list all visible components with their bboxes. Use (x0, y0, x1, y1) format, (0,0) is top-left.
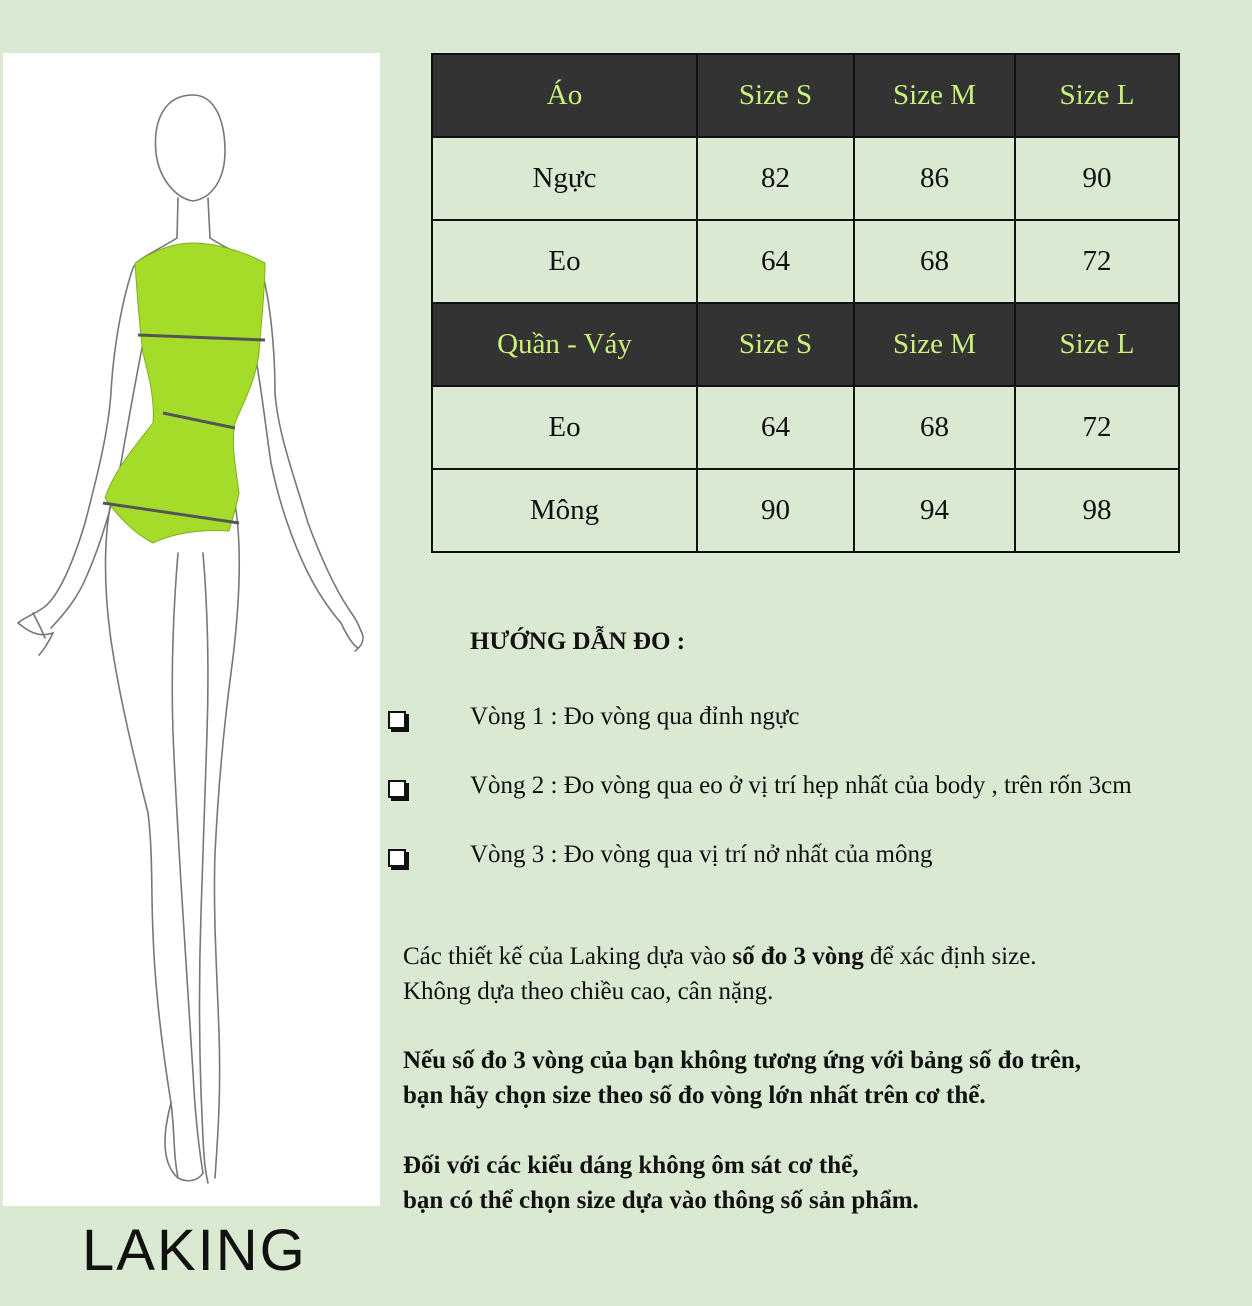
size-chart-table (431, 53, 1180, 553)
note-text: Không dựa theo chiều cao, cân nặng. (403, 978, 774, 1005)
table-cell: 82 (697, 137, 854, 220)
figure-illustration (3, 53, 380, 1206)
table-cell: 98 (1015, 469, 1179, 552)
guide-item (0, 772, 1252, 806)
note-text: Các thiết kế của Laking dựa vào (403, 943, 733, 970)
note-bold: bạn có thể chọn size dựa vào thông số sản phẩm. (403, 1187, 919, 1214)
guide-title: HƯỚNG DẪN ĐO : (470, 628, 686, 655)
header-cell: Size S (697, 303, 854, 386)
header-cell: Size S (697, 54, 854, 137)
note-paragraph-bold (403, 1148, 919, 1218)
header-cell: Size M (854, 54, 1015, 137)
table-cell: 90 (697, 469, 854, 552)
guide-item-text: Vòng 2 : Đo vòng qua eo ở vị trí hẹp nhất của body , trên rốn 3cm (470, 772, 1132, 799)
brand-logo: LAKING (82, 1218, 307, 1283)
table-cell: 94 (854, 469, 1015, 552)
checkbox-bullet-icon (388, 711, 406, 729)
table-cell: Mông (432, 469, 697, 552)
table-cell: 72 (1015, 220, 1179, 303)
note-bold: bạn hãy chọn size theo số đo vòng lớn nhất trên cơ thể. (403, 1082, 986, 1109)
note-bold: số đo 3 vòng (732, 943, 864, 970)
table-header-row (432, 303, 1179, 386)
header-cell: Size L (1015, 54, 1179, 137)
guide-item-text: Vòng 1 : Đo vòng qua đỉnh ngực (470, 703, 800, 730)
table-row (432, 469, 1179, 552)
table-cell: Eo (432, 220, 697, 303)
guide-item-text: Vòng 3 : Đo vòng qua vị trí nở nhất của mông (470, 841, 933, 868)
table-cell: Ngực (432, 137, 697, 220)
note-bold: Đối với các kiểu dáng không ôm sát cơ thể, (403, 1152, 859, 1179)
table-cell: 64 (697, 220, 854, 303)
table-cell: 68 (854, 220, 1015, 303)
header-cell: Quần - Váy (432, 303, 697, 386)
note-paragraph (403, 939, 1037, 1009)
table-header-row (432, 54, 1179, 137)
bodysuit-shape (105, 243, 265, 543)
note-bold: Nếu số đo 3 vòng của bạn không tương ứng với bảng số đo trên, (403, 1047, 1081, 1074)
table-cell: 90 (1015, 137, 1179, 220)
table-row (432, 386, 1179, 469)
table-row (432, 220, 1179, 303)
table-cell: Eo (432, 386, 697, 469)
checkbox-bullet-icon (388, 849, 406, 867)
header-cell: Size M (854, 303, 1015, 386)
croquet-figure-icon (3, 53, 380, 1206)
note-paragraph-bold (403, 1043, 1081, 1113)
table-cell: 68 (854, 386, 1015, 469)
header-cell: Size L (1015, 303, 1179, 386)
header-cell: Áo (432, 54, 697, 137)
guide-item (0, 703, 1252, 737)
table-cell: 64 (697, 386, 854, 469)
checkbox-bullet-icon (388, 780, 406, 798)
table-cell: 86 (854, 137, 1015, 220)
guide-item (0, 841, 1252, 875)
note-text: để xác định size. (863, 943, 1037, 970)
table-cell: 72 (1015, 386, 1179, 469)
table-row (432, 137, 1179, 220)
